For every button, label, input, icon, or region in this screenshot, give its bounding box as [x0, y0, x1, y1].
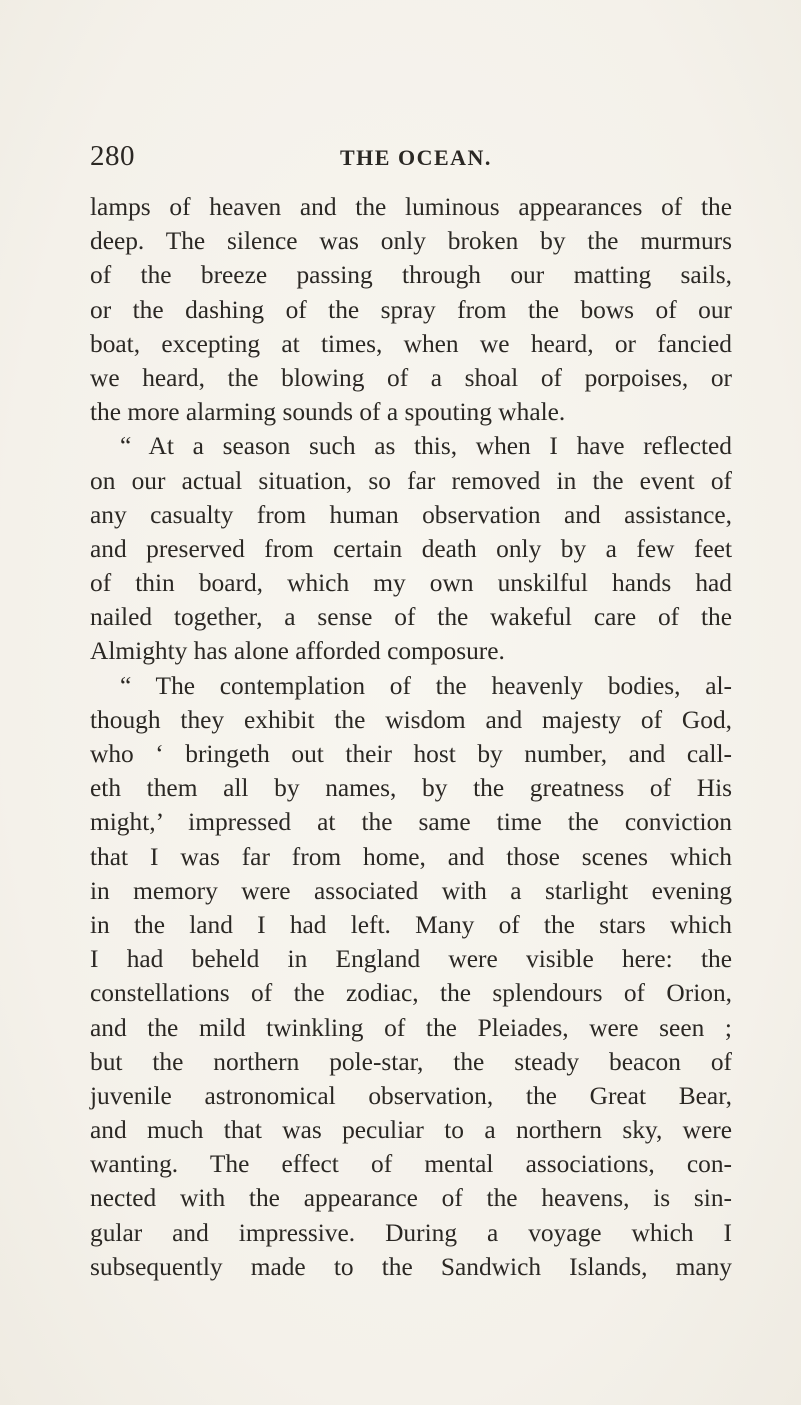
text-line: gular and impressive. During a voyage which I	[90, 1218, 732, 1247]
text-line: might,’ impressed at the same time the conviction	[90, 808, 732, 837]
text-line: wanting. The effect of mental associations, con-	[90, 1150, 732, 1179]
text-line: in the land I had left. Many of the stars which	[90, 910, 732, 939]
text-line: and preserved from certain death only by a few feet	[90, 534, 732, 563]
running-head	[90, 140, 730, 176]
text-line: lamps of heaven and the luminous appearances of the	[90, 193, 732, 221]
text-line: subsequently made to the Sandwich Islands, many	[90, 1252, 732, 1281]
text-line: though they exhibit the wisdom and majesty of God,	[90, 705, 732, 734]
text-line: of thin board, which my own unskilful hands had	[90, 569, 732, 598]
running-title: THE OCEAN.	[340, 145, 492, 170]
text-line: of the breeze passing through our matting sails,	[90, 261, 732, 290]
body-text	[90, 190, 732, 1284]
text-line: Almighty has alone afforded composure.	[90, 637, 505, 666]
text-line: constellations of the zodiac, the splendours of Orion,	[90, 979, 732, 1008]
text-line: boat, excepting at times, when we heard, or fancied	[90, 329, 732, 358]
text-line: deep. The silence was only broken by the murmurs	[90, 227, 732, 256]
text-line: or the dashing of the spray from the bows of our	[90, 295, 732, 324]
page-number: 280	[90, 140, 135, 172]
text-line: who ‘ bringeth out their host by number, and call-	[90, 740, 732, 768]
text-line: we heard, the blowing of a shoal of porpoises, or	[90, 363, 732, 392]
text-line: the more alarming sounds of a spouting whale.	[90, 398, 566, 427]
text-line: in memory were associated with a starlight evening	[90, 876, 732, 905]
text-line: and much that was peculiar to a northern sky, were	[90, 1116, 732, 1145]
text-line: but the northern pole-star, the steady beacon of	[90, 1047, 732, 1076]
text-line: nected with the appearance of the heavens, is sin-	[90, 1184, 732, 1213]
text-line: juvenile astronomical observation, the Great Bear,	[90, 1081, 732, 1110]
text-line: “ At a season such as this, when I have reflected	[120, 432, 732, 461]
text-line: any casualty from human observation and assistance,	[90, 500, 732, 529]
text-line: on our actual situation, so far removed in the event of	[90, 466, 732, 495]
text-line: that I was far from home, and those scenes which	[90, 842, 732, 871]
text-line: I had beheld in England were visible here: the	[90, 945, 732, 974]
text-line: and the mild twinkling of the Pleiades, were seen ;	[90, 1013, 732, 1042]
text-line: nailed together, a sense of the wakeful care of the	[90, 603, 732, 632]
text-line: eth them all by names, by the greatness of His	[90, 774, 732, 803]
text-line: “ The contemplation of the heavenly bodies, al-	[120, 671, 732, 700]
